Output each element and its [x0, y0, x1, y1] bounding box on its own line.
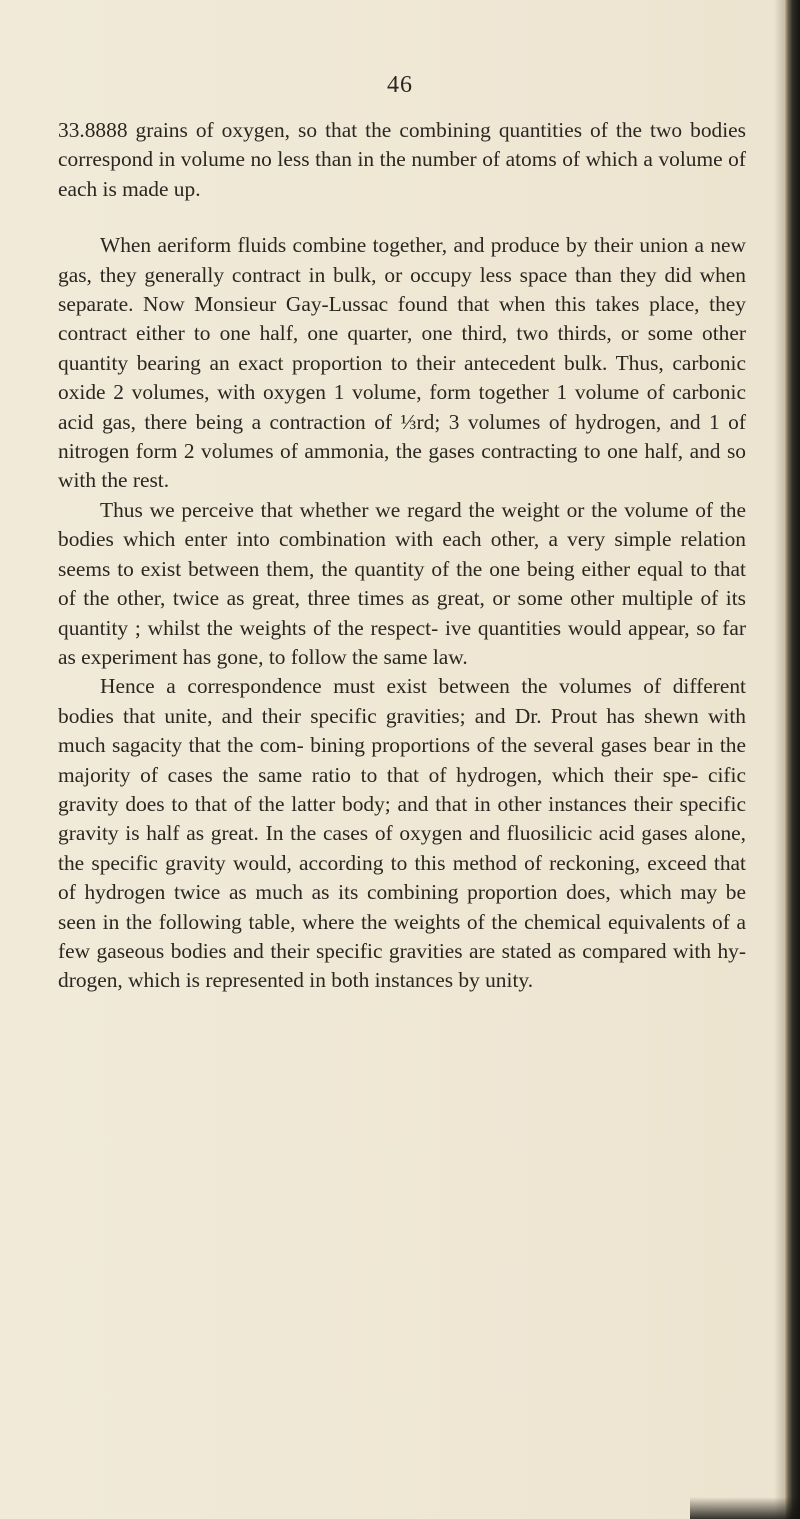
- paragraph: When aeriform fluids combine together, and produce by their union a new gas, they generally contract in bulk, or occupy less space than they did when separate. Now Monsieur Gay-Lussac found that when this takes place, they contract either to one half, one quarter, one third, two thirds, or some other quantity bearing an exact proportion to their antecedent bulk. Thus, carbonic oxide 2 volumes, with oxygen 1 volume, form together 1 volume of carbonic acid gas, there being a contraction of ⅓rd; 3 volumes of hydrogen, and 1 of nitrogen form 2 volumes of ammonia, the gases contracting to one half, and so with the rest.: [58, 233, 746, 493]
- body-text: [58, 116, 746, 996]
- paragraph: Thus we perceive that whether we regard the weight or the volume of the bodies which enter into combination with each other, a very simple relation seems to exist between them, the quantity of the one being either equal to that of the other, twice as great, three times as great, or some other multiple of its quantity ; whilst the weights of the respect- ive quantities would appear, so far as experiment has gone, to follow the same law.: [58, 497, 746, 669]
- paragraph: 33.8888 grains of oxygen, so that the combining quantities of the two bodies correspond in volume no less than in the number of atoms of which a volume of each is made up.: [58, 118, 746, 201]
- page-edge: [784, 0, 800, 1519]
- page-number: 46: [387, 72, 413, 98]
- paragraph: Hence a correspondence must exist between the volumes of different bodies that unite, and their specific gravities; and Dr. Prout has shewn with much sagacity that the com- bining proportions of the several gases bear in the majority of cases the same ratio to that of hydrogen, which their spe- cific gravity does to that of the latter body; and that in other instances their specific gravity is half as great. In the cases of oxygen and fluosilicic acid gases alone, the specific gravity would, according to this method of reckoning, exceed that of hydrogen twice as much as its combining proportion does, which may be seen in the following table, where the weights of the chemical equivalents of a few gaseous bodies and their specific gravities are stated as compared with hy- drogen, which is represented in both instances by unity.: [58, 674, 746, 993]
- page-corner-shadow: [690, 1497, 800, 1519]
- page-gutter-shadow: [774, 0, 784, 1519]
